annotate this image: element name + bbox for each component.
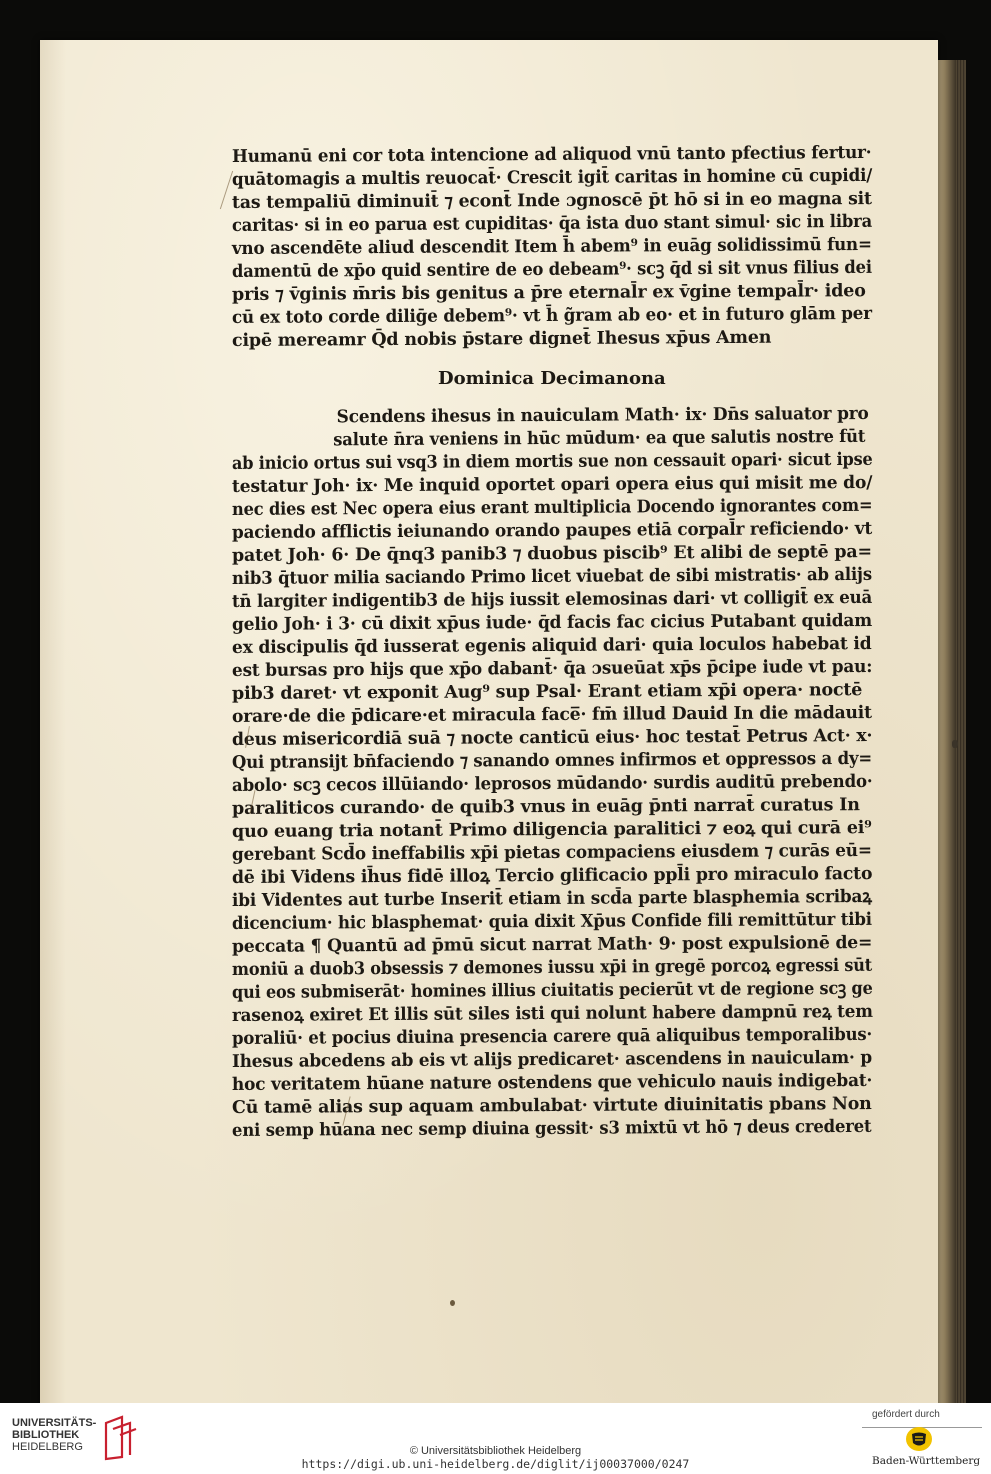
text-line: quo euang tria notant̄ Primo diligencia paralitici ⁊ eoꝝ qui curā ei⁹ <box>231 818 872 842</box>
text-line: paraliticos curando· de quib3 vnus in euāg p̄nti narrat̄ curatus In <box>231 795 860 819</box>
text-line: cū ex toto corde diliḡe debem⁹· vt h̄ g̃ram ab eo· et in futuro glām per <box>231 303 872 328</box>
viewer-footer <box>0 1403 991 1474</box>
section-heading: Dominica Decimanona <box>438 368 666 389</box>
text-line: tn̄ largiter indigentib3 de hijs iussit elemosinas dari· vt colligit̄ ex euā <box>231 587 873 612</box>
text-line: damentū de xp̄o quid sentire de eo debeam⁹· scꝫ q̄d si sit vnus filius dei <box>231 257 872 282</box>
text-line: Qui ptransijt bn̄faciendo ⁊ sanando omnes infirmos et oppressos a dy= <box>231 748 873 773</box>
text-line: quātomagis a multis reuocat̄· Crescit igit̄ caritas in homine cū cupidi/ <box>231 165 873 190</box>
text-line: pib3 daret· vt exponit Aug⁹ sup Psal· Erant etiam xp̄i opera· noctē <box>231 680 863 704</box>
text-line: patet Joh· 6· De q̄nq3 panib3 ⁊ duobus piscib⁹ Et alibi de septē pa= <box>231 542 872 566</box>
text-line: dicencium· hic blasphemat· quia dixit Xp̄us Confide fili remittūtur tibi <box>231 909 872 934</box>
text-line: testatur Joh· ix· Me inquid oportet opari opera eius qui misit me do/ <box>231 473 873 497</box>
text-line: orare·de die p̄dicare·et miracula face̅· fm̄ illud Dauid In die mādauit <box>231 703 872 727</box>
text-line: poraliū· et pocius diuina presencia carere quā aliquibus temporalibus· <box>231 1024 873 1049</box>
text-line: ex discipulis q̄d iusserat egenis aliquid dari· quia loculos habebat id <box>231 634 872 658</box>
text-line: deus misericordiā suā ⁊ nocte canticū eius· hoc testat̄ Petrus Act· x· <box>231 726 873 750</box>
text-line: paciendo afflictis ieiunando orando paupes etiā corpal̄r reficiendo· vt <box>231 518 873 543</box>
text-line: Humanū eni cor tota intencione ad aliquod vnū tanto pfectius fertur· <box>231 142 872 167</box>
text-line: Cū tamē alias sup aquam ambulabat· virtute diuinitatis pbans Non <box>231 1094 872 1118</box>
library-name-line2: BIBLIOTHEK <box>12 1429 80 1441</box>
sponsor-label: gefördert durch <box>872 1409 940 1420</box>
copyright-notice: © Universitätsbibliothek Heidelberg <box>409 1445 582 1457</box>
permalink-url[interactable]: https://digi.ub.uni-heidelberg.de/diglit/ij00037000/0247 <box>301 1457 690 1471</box>
library-name-line3: HEIDELBERG <box>12 1441 83 1453</box>
sponsor-name: Baden-Württemberg <box>872 1455 981 1467</box>
paragraph-closing <box>231 142 873 353</box>
text-line: Ihesus abcedens ab eis vt alijs predicaret· ascendens in nauiculam· p <box>231 1047 873 1072</box>
printed-text-block <box>231 142 873 1143</box>
text-line: dē ibi Videns ih̄us fidē illoꝝ Tercio glificacio ppl̄i pro miraculo facto <box>231 864 873 888</box>
text-line: ibi Videntes aut turbe Inserit̄ etiam in scd̄a parte blasphemia scribaꝝ <box>231 886 872 911</box>
text-line: tas tempaliū diminuit̄ ⁊ econt̄ Inde ɔgnoscē p̄t hō si in eo magna sit <box>231 189 872 213</box>
text-line: peccata ¶ Quantū ad p̄mū sicut narrat Math· 9· post expulsionē de= <box>231 933 873 957</box>
text-line: cipē mereamr Q̄d nobis p̄stare dignet̄ Ihesus xp̄us Amen <box>231 327 772 351</box>
library-name-line1: UNIVERSITÄTS- <box>12 1417 97 1429</box>
paragraph-body <box>231 449 873 1143</box>
text-line: salute n̄ra veniens in hūc mūdum· ea que salutis nostre fūt <box>333 426 866 451</box>
paragraph-opening <box>232 403 872 453</box>
text-line: gerebant Scd̄o ineffabilis xp̄i pietas compaciens eiusdem ⁊ curās eū= <box>231 840 872 865</box>
book-fore-edge <box>956 60 966 1403</box>
text-line: qui eos submiserāt· homines illius ciuitatis pecierūt vt de regione scꝫ ge <box>231 978 873 1003</box>
text-line: ab inicio ortus sui vsq3 in diem mortis sue non cessauit opari· sicut ipse <box>231 449 873 474</box>
text-line: est bursas pro hijs que xp̄o dabant̄· q̄a ɔsueūat xp̄s p̄cipe iude vt pau: <box>231 656 873 681</box>
ink-dot <box>450 1300 455 1306</box>
text-line: vno ascendēte aliud descendit Item h̄ abem⁹ in euāg solidissimū fun= <box>231 234 872 259</box>
text-line: nec dies est Nec opera eius erant multiplicia Docendo ignorantes com= <box>231 495 873 520</box>
ink-speck <box>952 740 958 748</box>
text-line: eni semp hūana nec semp diuina gessit· s3 mixtū vt hō ⁊ deus crederet <box>231 1116 872 1141</box>
text-line: Scendens ihesus in nauiculam Math· ix· Dn̄s saluator pro <box>336 403 869 428</box>
baden-wuerttemberg-emblem-icon[interactable] <box>904 1425 934 1453</box>
text-line: moniū a duob3 obsessis ⁊ demones iussu xp̄i in gregē porcoꝝ egressi sūt <box>231 955 873 980</box>
text-line: hoc veritatem hūane nature ostendens que vehiculo nauis indigebat· <box>231 1070 873 1095</box>
text-line: nib3 q̄tuor milia saciando Primo licet viuebat de sibi mistratis· ab alijs <box>231 564 872 589</box>
text-line: pris ⁊ v̄ginis m̄ris bis genitus a p̄re eternal̄r ex v̄gine tempal̄r· ideo <box>231 281 866 305</box>
text-line: caritas· si in eo parua est cupiditas· q̄a ista duo stant simul· sic in libra <box>231 211 873 236</box>
text-line: gelio Joh· i 3· cū dixit xp̄us iude· q̄d facis fac cicius Putabant quidam <box>231 610 873 635</box>
adjacent-page-edge <box>938 60 956 1403</box>
text-line: abolo· scꝫ cecos illūiando· leprosos mūdando· surdis auditū prebendo· <box>231 771 873 796</box>
text-line: rasenoꝝ exiret Et illis sūt siles isti qui nolunt habere dampnū reꝝ tem <box>231 1001 873 1026</box>
